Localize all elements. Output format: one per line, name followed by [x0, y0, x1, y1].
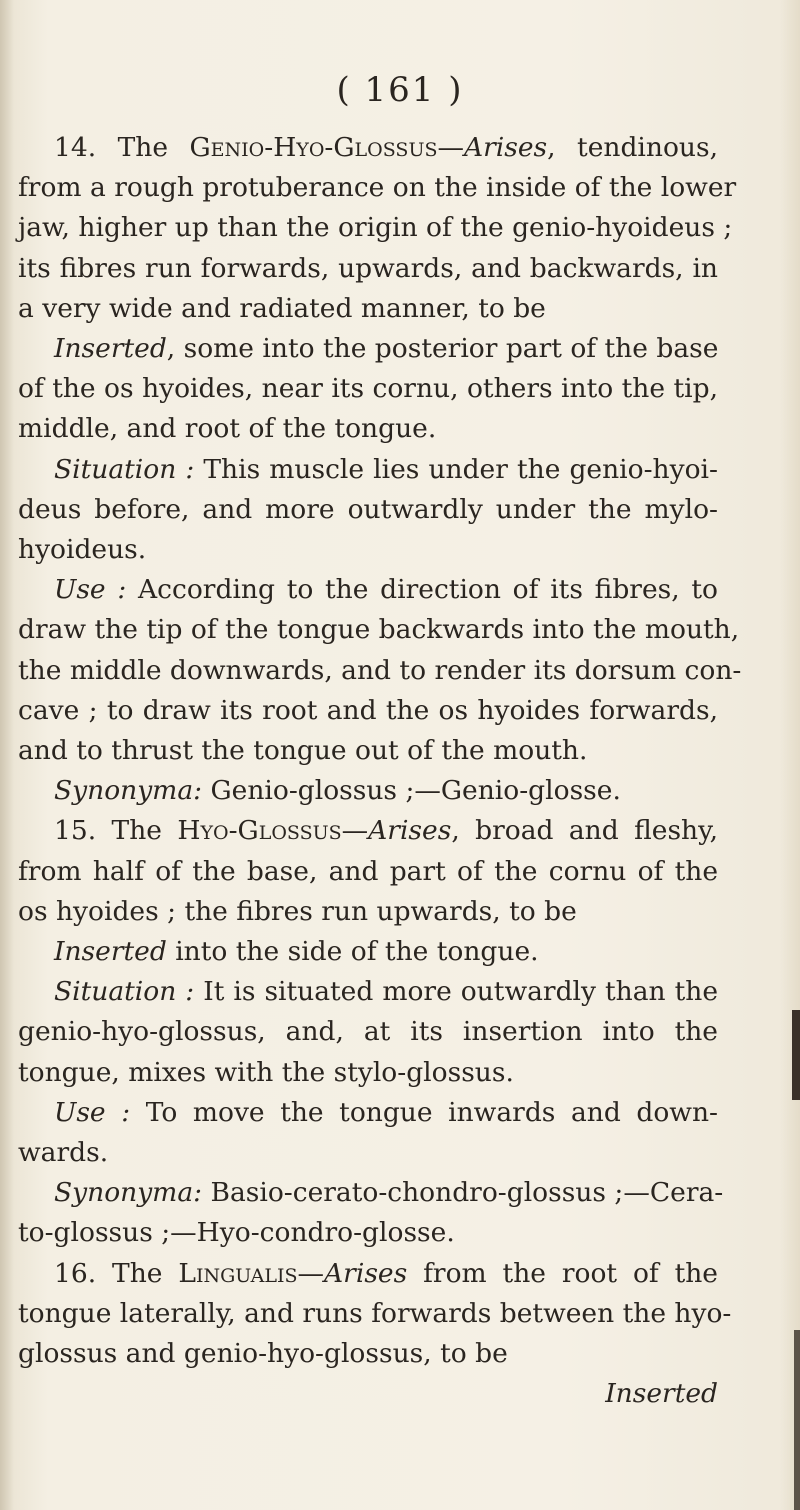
- text-run: —: [341, 815, 369, 847]
- text-run: jaw, higher up than the origin of the genio-hyoideus ;: [18, 212, 733, 244]
- text-run: , broad and fleshy,: [451, 815, 718, 847]
- text-run: to-glossus ;—Hyo-condro-glosse.: [18, 1217, 455, 1249]
- text-line: [18, 1334, 718, 1374]
- edge-stain-lower: [794, 1330, 800, 1510]
- text-run: into the side of the tongue.: [166, 936, 539, 968]
- text-run: of the os hyoides, near its cornu, others into the tip,: [18, 373, 718, 405]
- italic-run: Use :: [54, 1096, 131, 1128]
- text-line: [18, 610, 740, 650]
- text-run: hyoideus.: [18, 534, 147, 566]
- italic-run: Synonyma:: [54, 775, 203, 807]
- text-line: [18, 1213, 718, 1253]
- text-line: [18, 168, 737, 208]
- text-line: [18, 852, 718, 892]
- text-run: It is situated more outwardly than the: [194, 976, 718, 1008]
- text-line: [18, 811, 718, 851]
- text-run: genio-hyo-glossus, and, at its insertion into the: [18, 1016, 718, 1048]
- text-run: os hyoides ; the fibres run upwards, to be: [18, 895, 577, 927]
- text-line: [18, 409, 718, 449]
- text-line: [18, 1053, 718, 1093]
- text-run: tongue, mixes with the stylo-glossus.: [18, 1056, 514, 1088]
- text-line: [18, 972, 718, 1012]
- text-line: [18, 1173, 724, 1213]
- text-run: According to the direction of its fibres, to: [126, 574, 719, 606]
- text-line: [18, 450, 718, 490]
- text-run: middle, and root of the tongue.: [18, 413, 437, 445]
- text-line: [18, 1093, 718, 1133]
- text-run: wards.: [18, 1137, 109, 1169]
- text-run: draw the tip of the tongue backwards into the mouth,: [18, 614, 740, 646]
- text-line: [18, 530, 718, 570]
- text-line: [18, 691, 718, 731]
- smallcaps-run: Genio-Hyo-Glossus: [189, 132, 438, 163]
- text-line: [18, 1374, 718, 1414]
- text-line: [18, 731, 718, 771]
- text-run: Genio-glossus ;—Genio-glosse.: [202, 775, 621, 807]
- text-run: and to thrust the tongue out of the mouth.: [18, 735, 588, 767]
- text-run: 16. The: [54, 1257, 179, 1289]
- text-run: —: [297, 1257, 325, 1289]
- text-line: [18, 128, 718, 168]
- page-number: ( 161 ): [336, 70, 464, 110]
- text-run: , some into the posterior part of the base: [166, 333, 719, 365]
- italic-run: Inserted: [605, 1378, 718, 1410]
- text-run: the middle downwards, and to render its dorsum con-: [18, 654, 742, 686]
- text-run: This muscle lies under the genio-hyoi-: [194, 453, 718, 485]
- text-line: [18, 1294, 732, 1334]
- text-line: [18, 771, 718, 811]
- text-run: Basio-cerato-chondro-glossus ;—Cera-: [202, 1177, 724, 1209]
- edge-stain: [792, 1010, 800, 1100]
- text-run: —: [437, 132, 464, 163]
- italic-run: Use :: [54, 574, 127, 606]
- text-line: [18, 651, 742, 691]
- text-run: its fibres run forwards, upwards, and backwards, in: [18, 252, 718, 284]
- text-line: [18, 249, 718, 289]
- page-right-edge: [780, 0, 800, 1510]
- body-text: [18, 128, 742, 1415]
- text-line: [18, 1133, 718, 1173]
- text-run: from half of the base, and part of the cornu of the: [18, 855, 718, 887]
- italic-run: Synonyma:: [54, 1177, 203, 1209]
- italic-run: Situation :: [54, 453, 195, 485]
- text-line: [18, 570, 718, 610]
- text-run: tongue laterally, and runs forwards between the hyo-: [18, 1297, 732, 1329]
- text-line: [18, 1254, 718, 1294]
- text-run: glossus and genio-hyo-glossus, to be: [18, 1338, 508, 1370]
- text-run: To move the tongue inwards and down-: [130, 1096, 719, 1128]
- text-line: [18, 369, 718, 409]
- text-line: [18, 329, 718, 369]
- italic-run: Arises: [368, 815, 452, 847]
- text-run: a very wide and radiated manner, to be: [18, 292, 546, 324]
- text-run: cave ; to draw its root and the os hyoides forwards,: [18, 694, 718, 726]
- text-line: [18, 490, 718, 530]
- text-run: 15. The: [54, 815, 178, 847]
- text-line: [18, 892, 718, 932]
- text-run: from a rough protuberance on the inside of the lower: [18, 172, 737, 204]
- italic-run: Inserted: [54, 333, 167, 365]
- text-run: , tendinous,: [547, 132, 718, 163]
- italic-run: Arises: [324, 1257, 408, 1289]
- text-line: [18, 1012, 718, 1052]
- italic-run: Situation :: [54, 976, 195, 1008]
- smallcaps-run: Hyo-Glossus: [177, 815, 342, 847]
- text-line: [18, 289, 718, 329]
- smallcaps-run: Lingualis: [178, 1257, 298, 1289]
- text-line: [18, 932, 718, 972]
- text-run: from the root of the: [407, 1257, 718, 1289]
- italic-run: Arises: [463, 132, 548, 163]
- binding-gutter-shadow: [0, 0, 14, 1510]
- text-line: [18, 208, 733, 248]
- italic-run: Inserted: [54, 936, 167, 968]
- text-run: deus before, and more outwardly under the mylo-: [18, 493, 718, 525]
- text-run: 14. The: [54, 132, 190, 163]
